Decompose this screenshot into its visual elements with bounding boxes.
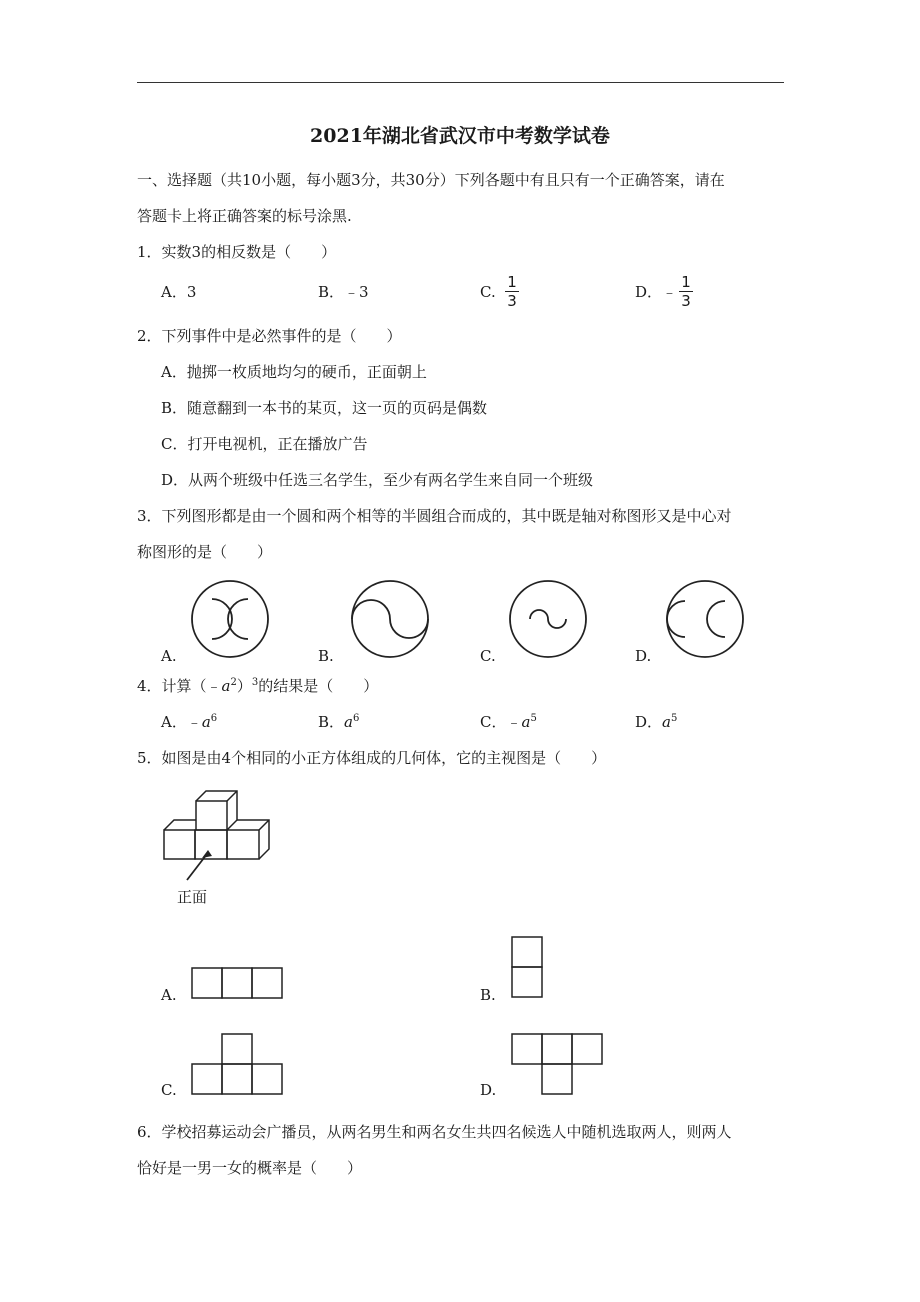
fraction-numerator: 1	[681, 273, 691, 291]
q1-option-b: B．﹣3	[318, 283, 369, 301]
q1-option-d: D．﹣	[635, 283, 678, 301]
q5-figure-a	[190, 966, 286, 1000]
q4-stem	[137, 676, 378, 696]
fraction-numerator: 1	[507, 273, 517, 291]
q3-option-b-label: B.	[318, 647, 334, 665]
header-rule	[137, 82, 784, 83]
q1-stem: 1．实数3的相反数是（ ）	[137, 243, 337, 261]
q4-option-d	[635, 712, 677, 732]
section-instructions-line2: 答题卡上将正确答案的标号涂黑.	[137, 207, 352, 225]
q4-stem-suffix: 的结果是（ ）	[258, 677, 379, 695]
q6-stem-line1: 6．学校招募运动会广播员，从两名男生和两名女生共四名候选人中随机选取两人，则两人	[137, 1123, 732, 1141]
q4-option-b	[318, 712, 359, 732]
q4-option-d-exponent: 5	[670, 713, 678, 724]
q2-stem: 2．下列事件中是必然事件的是（ ）	[137, 327, 402, 345]
q4-option-c-variable: a	[521, 713, 531, 731]
q3-figure-d	[665, 579, 745, 659]
q3-option-a-label: A.	[161, 647, 177, 665]
q2-option-d: D．从两个班级中任选三名学生，至少有两名学生来自同一个班级	[161, 471, 594, 489]
q5-figure-d	[510, 1032, 606, 1096]
q4-option-a-prefix: A．﹣	[161, 713, 202, 731]
q5-option-c-label: C.	[161, 1081, 177, 1099]
q2-option-a: A．抛掷一枚质地均匀的硬币，正面朝上	[161, 363, 427, 381]
q1-option-c-fraction	[505, 274, 519, 309]
q4-option-c-exponent: 5	[530, 713, 537, 724]
q5-option-d-label: D.	[480, 1081, 497, 1099]
q4-stem-paren: ）	[236, 677, 252, 695]
q1-option-a: A．3	[161, 283, 197, 301]
q4-option-d-prefix: D．	[635, 713, 663, 731]
q4-option-a-exponent: 6	[210, 713, 218, 724]
q2-option-b: B．随意翻到一本书的某页，这一页的页码是偶数	[161, 399, 488, 417]
q1-option-d-fraction	[679, 274, 693, 309]
fraction-denominator: 3	[507, 292, 517, 310]
q5-option-b-label: B.	[480, 986, 496, 1004]
page-title: 2021年湖北省武汉市中考数学试卷	[310, 125, 610, 147]
q5-solid-figure	[160, 788, 275, 860]
q3-figure-b	[350, 579, 430, 659]
q5-figure-b	[510, 935, 546, 999]
q4-variable: a	[221, 677, 231, 695]
q4-option-a	[161, 712, 217, 732]
q3-stem-line2: 称图形的是（ ）	[137, 543, 273, 561]
q4-option-c-prefix: C．﹣	[480, 713, 522, 731]
fraction-denominator: 3	[681, 292, 691, 310]
q5-stem: 5．如图是由4个相同的小正方体组成的几何体，它的主视图是（ ）	[137, 749, 607, 767]
q1-option-c: C.	[480, 283, 496, 301]
q6-stem-line2: 恰好是一男一女的概率是（ ）	[137, 1159, 363, 1177]
q4-option-b-prefix: B．	[318, 713, 345, 731]
q3-option-d-label: D.	[635, 647, 652, 665]
q3-stem-line1: 3．下列图形都是由一个圆和两个相等的半圆组合而成的，其中既是轴对称图形又是中心对	[137, 507, 732, 525]
q3-option-c-label: C.	[480, 647, 496, 665]
q4-option-b-exponent: 6	[352, 713, 360, 724]
q4-outer-exponent: 3	[251, 677, 259, 688]
q2-option-c: C．打开电视机，正在播放广告	[161, 435, 368, 453]
q4-option-d-variable: a	[662, 713, 671, 731]
q4-option-a-variable: a	[201, 713, 211, 731]
q4-option-c	[480, 712, 537, 732]
q5-figure-c	[190, 1032, 286, 1096]
q5-option-a-label: A.	[161, 986, 177, 1004]
q3-figure-a	[190, 579, 270, 659]
section-instructions-line1: 一、选择题（共10小题，每小题3分，共30分）下列各题中有且只有一个正确答案，请在	[137, 171, 725, 189]
q4-stem-prefix: 4．计算（﹣	[137, 677, 222, 695]
q3-figure-c	[508, 579, 588, 659]
q5-front-label: 正面	[177, 888, 208, 906]
q4-inner-exponent: 2	[230, 677, 237, 688]
q4-option-b-variable: a	[344, 713, 353, 731]
